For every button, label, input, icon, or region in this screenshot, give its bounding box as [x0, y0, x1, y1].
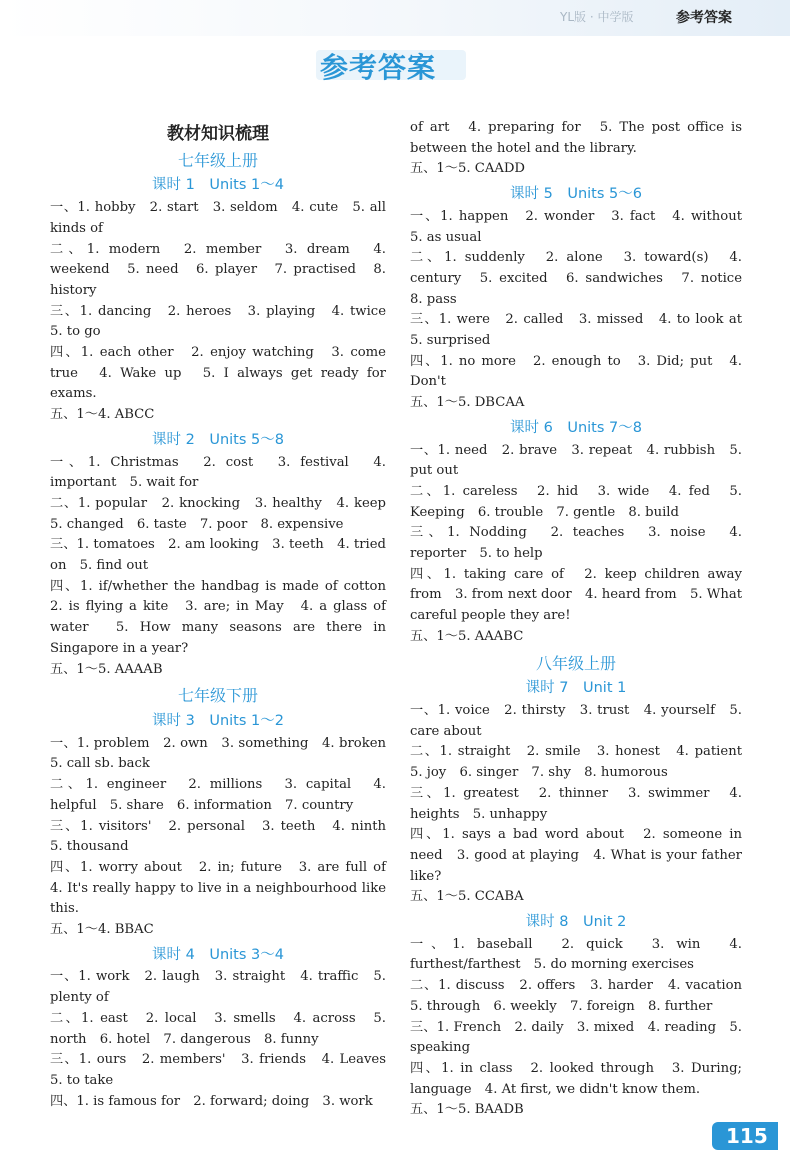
answer-line: 二、1. popular 2. knocking 3. healthy 4. keep 5. changed 6. taste 7. poor 8. expensive: [50, 495, 400, 532]
answer-line: 四、1. each other 2. enjoy watching 3. come true 4. Wake up 5. I always get ready for exams.: [50, 345, 386, 402]
answer-line: 二、1. suddenly 2. alone 3. toward(s) 4. century 5. excited 6. sandwiches 7. notice 8. pass: [410, 250, 756, 307]
answer-line: 五、1～5. CCABA: [410, 889, 524, 905]
page-number: 115: [726, 1124, 768, 1148]
answer-line: 三、1. tomatoes 2. am looking 3. teeth 4. tried on 5. find out: [50, 537, 386, 574]
answer-line: 二、1. straight 2. smile 3. honest 4. patient 5. joy 6. singer 7. shy 8. humorous: [410, 744, 756, 781]
lesson-title-5: 课时 5 Units 5～6: [510, 186, 642, 203]
answer-line: 一、1. happen 2. wonder 3. fact 4. without 5. as usual: [410, 208, 756, 245]
answer-line: 二、1. east 2. local 3. smells 4. across 5. north 6. hotel 7. dangerous 8. funny: [50, 1010, 386, 1047]
answer-line: 一、1. voice 2. thirsty 3. trust 4. yourself 5. care about: [410, 702, 742, 739]
answer-line: 三、1. ours 2. members' 3. friends 4. Leaves 5. to take: [50, 1052, 400, 1088]
answer-line: 四、1. if/whether the handbag is made of cotton 2. is flying a kite 3. are; in May 4. a glass of water 5. How many seasons are there in Singapore in a year?: [50, 578, 400, 656]
page-title: 参考答案: [320, 51, 437, 84]
answer-line: 五、1～4. ABCC: [50, 407, 155, 423]
answer-line: 五、1～4. BBAC: [50, 922, 154, 938]
lesson-title-1: 课时 1 Units 1～4: [152, 177, 284, 194]
answer-line: 三、1. Nodding 2. teaches 3. noise 4. reporter 5. to help: [410, 525, 742, 562]
answer-line: 五、1～5. CAADD: [410, 161, 526, 177]
answer-line: 五、1～5. DBCAA: [410, 395, 525, 411]
grade-title-8a: 八年级上册: [535, 653, 616, 673]
answer-line: 四、1. worry about 2. in; future 3. are full of 4. It's really happy to live in a neighbourhood like this.: [50, 859, 400, 917]
answer-line: 一、1. problem 2. own 3. something 4. broken 5. call sb. back: [50, 735, 400, 772]
lesson-title-3: 课时 3 Units 1～2: [152, 712, 284, 729]
header-section-title: 参考答案: [676, 10, 732, 26]
answer-line: 四、1. in class 2. looked through 3. During; language 4. At first, we didn't know them.: [410, 1060, 742, 1097]
answer-line: 四、1. says a bad word about 2. someone in need 3. good at playing 4. What is your father like?: [410, 827, 742, 884]
answer-line: 四、1. is famous for 2. forward; doing 3. work: [50, 1093, 373, 1109]
section-title: 教材知识梳理: [167, 124, 269, 144]
answer-line: 四、1. no more 2. enough to 3. Did; put 4. Don't: [410, 353, 742, 390]
answer-line: 三、1. French 2. daily 3. mixed 4. reading 5. speaking: [410, 1019, 742, 1056]
lesson-title-2: 课时 2 Units 5～8: [152, 431, 284, 448]
lesson-title-7: 课时 7 Unit 1: [525, 680, 627, 697]
lesson-title-8: 课时 8 Unit 2: [525, 914, 627, 931]
answer-line: 五、1～5. AAABC: [410, 628, 524, 644]
answer-line: 二、1. modern 2. member 3. dream 4. weekend 5. need 6. player 7. practised 8. history: [50, 241, 386, 298]
answer-line: 五、1～5. AAAAB: [50, 661, 163, 677]
answer-line: of art 4. preparing for 5. The post office is between the hotel and the library.: [410, 120, 742, 156]
answer-line: 二、1. discuss 2. offers 3. harder 4. vacation 5. through 6. weekly 7. foreign 8. further: [410, 978, 756, 1014]
answer-line: 三、1. greatest 2. thinner 3. swimmer 4. heights 5. unhappy: [410, 785, 742, 822]
lesson-title-4: 课时 4 Units 3～4: [152, 946, 284, 963]
lesson-title-6: 课时 6 Units 7～8: [510, 419, 642, 436]
answer-line: 三、1. were 2. called 3. missed 4. to look at 5. surprised: [410, 312, 756, 349]
answer-line: 一、1. need 2. brave 3. repeat 4. rubbish 5. put out: [410, 442, 742, 479]
answer-line: 一、1. hobby 2. start 3. seldom 4. cute 5. all kinds of: [50, 200, 386, 236]
answer-line: 五、1～5. BAADB: [410, 1102, 524, 1118]
answer-line: 四、1. taking care of 2. keep children away from 3. from next door 4. heard from 5. What careful people they are!: [410, 566, 742, 624]
header-faint-text: YL版 · 中学版: [560, 10, 634, 24]
answer-line: 一、1. Christmas 2. cost 3. festival 4. important 5. wait for: [50, 454, 386, 491]
right-column: [410, 118, 756, 1121]
header-band: [0, 0, 790, 36]
grade-title-7b: 七年级下册: [177, 686, 258, 706]
left-column: [50, 118, 400, 1112]
answer-line: 二、1. careless 2. hid 3. wide 4. fed 5. Keeping 6. trouble 7. gentle 8. build: [410, 483, 742, 520]
grade-title-7a: 七年级上册: [177, 150, 258, 170]
answer-line: 三、1. dancing 2. heroes 3. playing 4. twice 5. to go: [50, 303, 400, 340]
page-number-badge: [712, 1122, 778, 1150]
answer-line: 三、1. visitors' 2. personal 3. teeth 4. ninth 5. thousand: [50, 818, 400, 855]
answer-line: 二、1. engineer 2. millions 3. capital 4. helpful 5. share 6. information 7. country: [50, 777, 386, 813]
answer-line: 一、1. baseball 2. quick 3. win 4. furthest/farthest 5. do morning exercises: [410, 936, 742, 973]
answer-line: 一、1. work 2. laugh 3. straight 4. traffic 5. plenty of: [50, 969, 386, 1006]
